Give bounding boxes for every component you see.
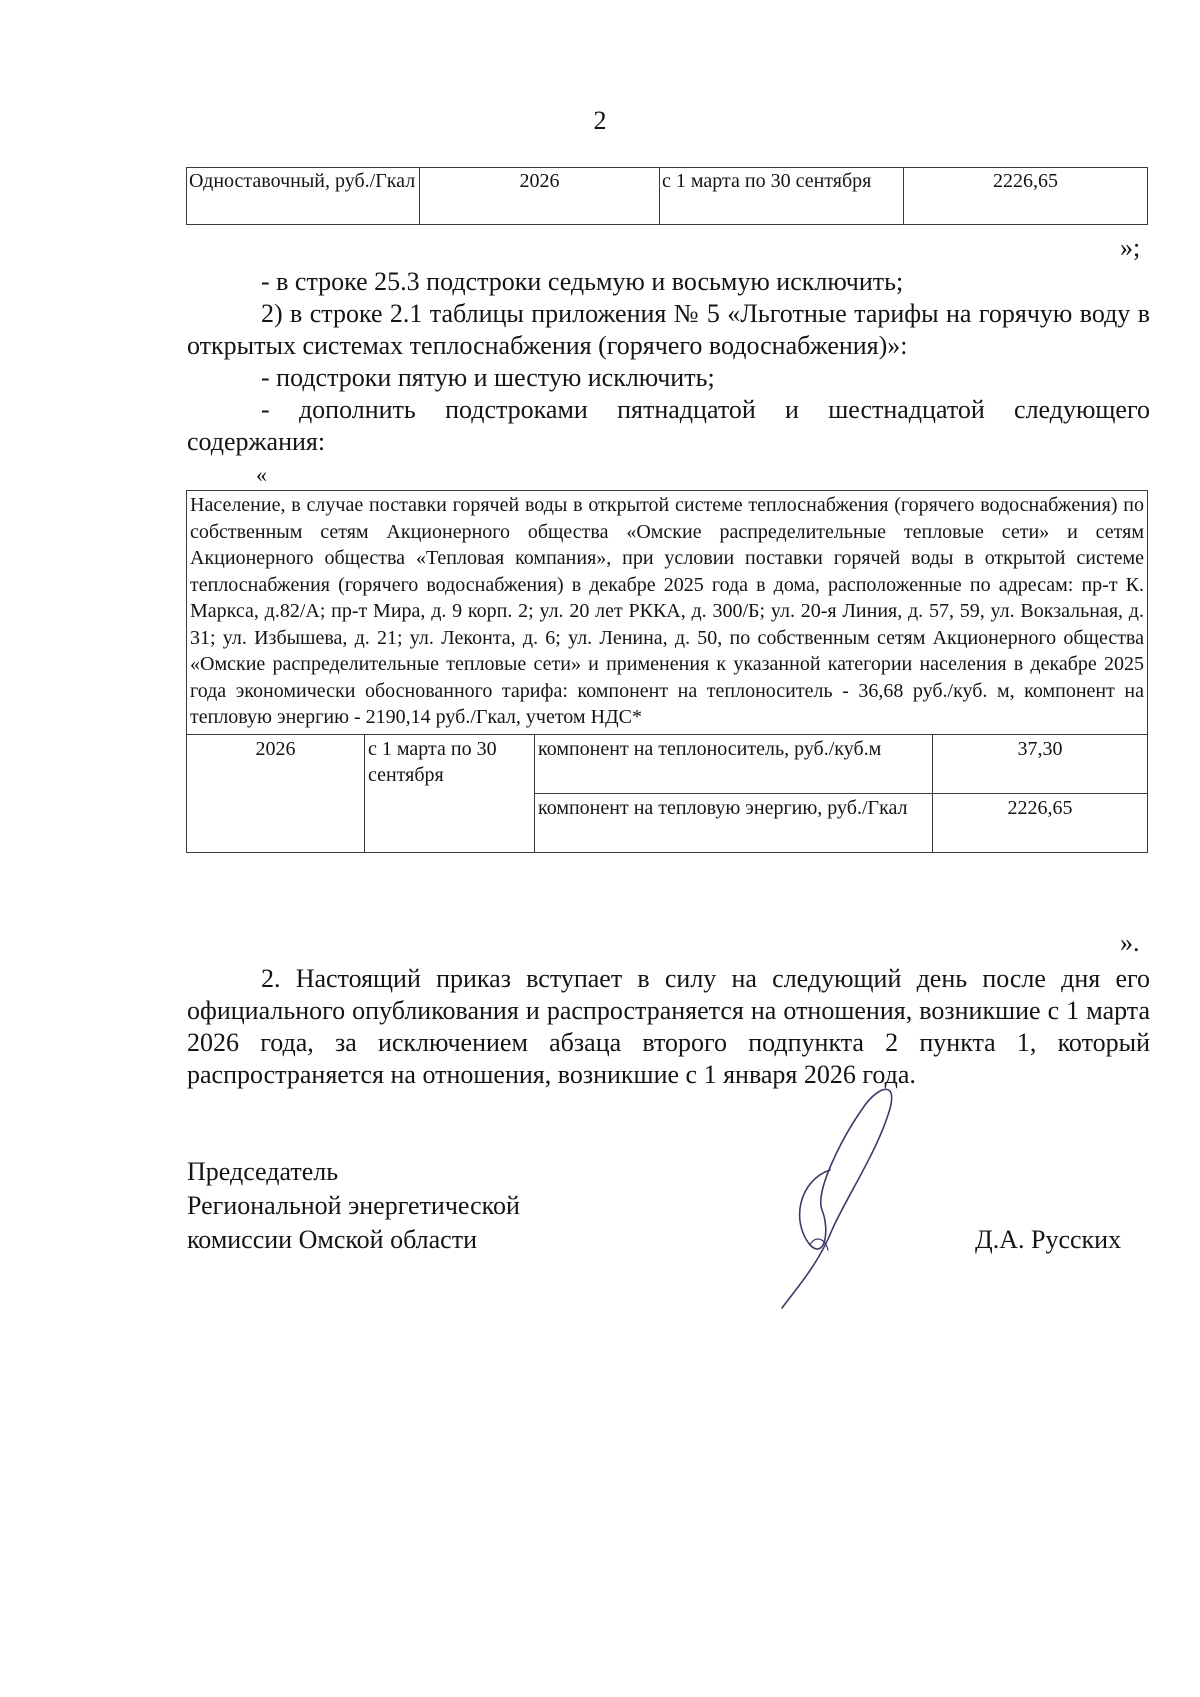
paragraph-exclude-sublines: - подстроки пятую и шестую исключить;	[261, 363, 715, 392]
page-number: 2	[593, 106, 607, 135]
value-cell: 2226,65	[904, 168, 1148, 225]
handwritten-signature	[770, 1070, 930, 1310]
signatory-title-line: Региональной энергетической	[187, 1191, 520, 1220]
tariff-table-top	[186, 167, 1148, 225]
paragraph-exclude-lines: - в строке 25.3 подстроки седьмую и восьмую исключить;	[261, 267, 904, 296]
signatory-title-line: Председатель	[187, 1157, 339, 1186]
year-cell: 2026	[420, 168, 660, 225]
closing-quote-1: »;	[1120, 233, 1141, 262]
signatory-title	[187, 1155, 520, 1257]
value-cell: 37,30	[933, 734, 1148, 793]
signatory-title-line: комиссии Омской области	[187, 1225, 477, 1254]
tariff-type-cell: Одноставочный, руб./Гкал	[187, 168, 420, 225]
value-cell: 2226,65	[933, 793, 1148, 852]
year-cell: 2026	[187, 734, 365, 852]
final-paragraph: 2. Настоящий приказ вступает в силу на следующий день после дня его официального опубликования и распространяется на отношения, возникшие с 1 марта 2026 года, за исключением абзаца второго подпункта 2 пункта 1, который распространяется на отношения, возникшие с 1 января 2026 года.	[187, 964, 1150, 1089]
period-cell: с 1 марта по 30 сентября	[660, 168, 904, 225]
paragraph-item-2: 2) в строке 2.1 таблицы приложения № 5 «Льготные тарифы на горячую воду в открытых системах теплоснабжения (горячего водоснабжения)»:	[187, 299, 1150, 360]
tariff-table-main	[186, 490, 1148, 853]
paragraph-add-sublines-line2: содержания:	[187, 427, 326, 456]
opening-quote: «	[256, 462, 267, 487]
closing-quote-2: ».	[1120, 928, 1140, 957]
signatory-name: Д.А. Русских	[975, 1225, 1122, 1254]
period-cell: с 1 марта по 30 сентября	[365, 734, 535, 852]
component-cell: компонент на теплоноситель, руб./куб.м	[535, 734, 933, 793]
population-description-cell: Население, в случае поставки горячей воды в открытой системе теплоснабжения (горячего водоснабжения) по собственным сетям Акционерного общества «Омские распределительные тепловые сети» и сетям Акционерного общества «Тепловая компания», при условии поставки горячей воды в открытой системе теплоснабжения (горячего водоснабжения) в декабре 2025 года в дома, расположенные по адресам: пр-т К. Маркса, д.82/А; пр-т Мира, д. 9 корп. 2; ул. 20 лет РККА, д. 300/Б; ул. 20-я Линия, д. 57, 59, ул. Вокзальная, д. 31; ул. Избышева, д. 21; ул. Леконта, д. 6; ул. Ленина, д. 50, по собственным сетям Акционерного общества «Омские распределительные тепловые сети» и применения к указанной категории населения в декабре 2025 года экономически обоснованного тарифа: компонент на теплоноситель - 36,68 руб./куб. м, компонент на тепловую энергию - 2190,14 руб./Гкал, учетом НДС*	[187, 491, 1148, 735]
paragraph-add-sublines-line1: - дополнить подстроками пятнадцатой и шестнадцатой следующего	[261, 395, 1150, 424]
table-row	[187, 168, 1148, 225]
component-cell: компонент на тепловую энергию, руб./Гкал	[535, 793, 933, 852]
table-row	[187, 734, 1148, 793]
table-row	[187, 491, 1148, 735]
